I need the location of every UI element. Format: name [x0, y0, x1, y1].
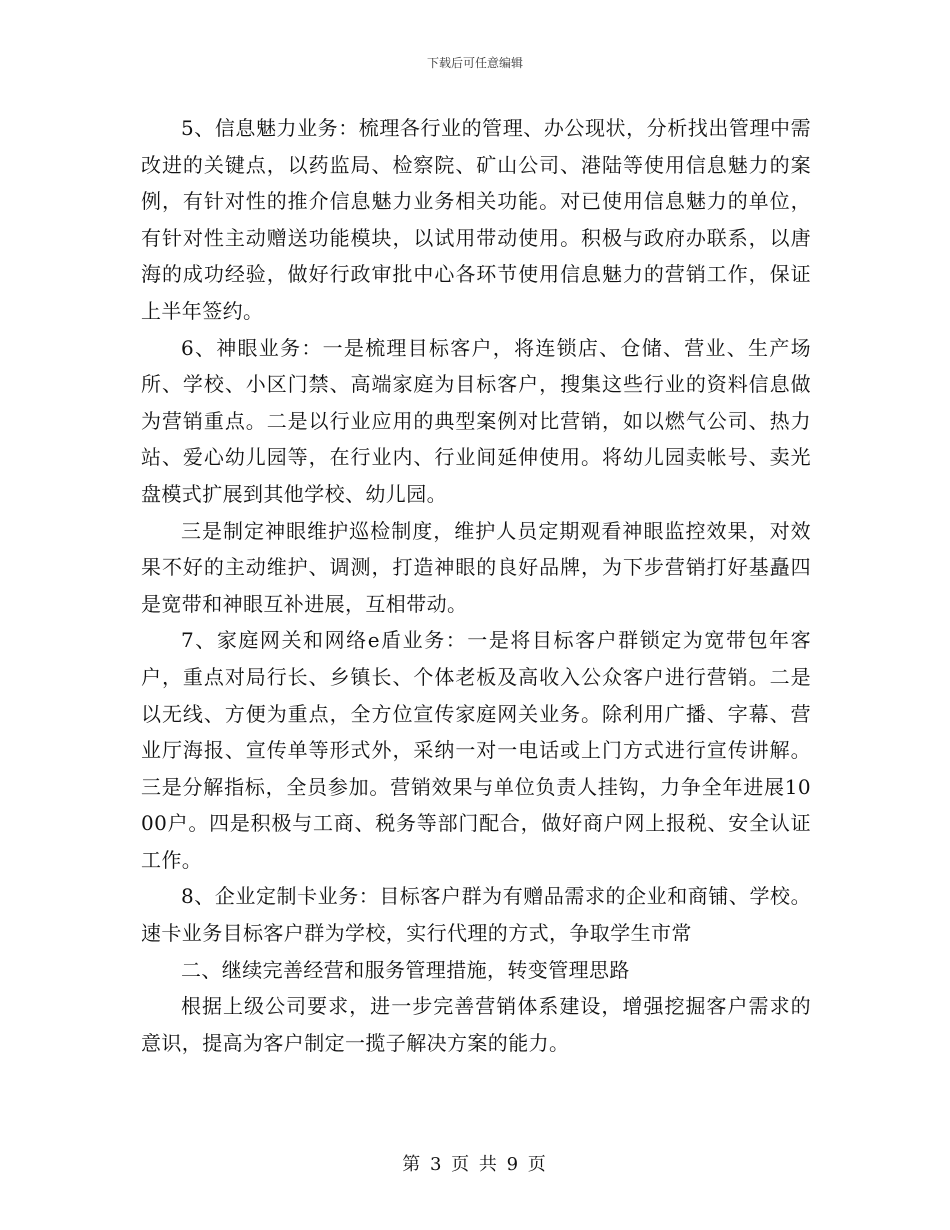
- paragraph-custom-card: 8、企业定制卡业务：目标客户群为有赠品需求的企业和商铺、学校。速卡业务目标客户群为学校，实行代理的方式，争取学生市常: [141, 884, 811, 946]
- page-header-note: 下载后可任意编辑: [426, 56, 523, 70]
- paragraph-shenyan: 6、神眼业务：一是梳理目标客户，将连锁店、仓储、营业、生产场所、学校、小区门禁、高端家庭为目标客户，搜集这些行业的资料信息做为营销重点。二是以行业应用的典型案例对比营销，如以燃气公司、热力站、爱心幼儿园等，在行业内、行业间延伸使用。将幼儿园卖帐号、卖光盘模式扩展到其他学校、幼儿园。: [141, 335, 811, 506]
- paragraph-shenyan-maintenance: 三是制定神眼维护巡检制度，维护人员定期观看神眼监控效果，对效果不好的主动维护、调测，打造神眼的良好品牌，为下步营销打好基矗四是宽带和神眼互补进展，互相带动。: [141, 518, 811, 616]
- paragraph-info-charm: 5、信息魅力业务：梳理各行业的管理、办公现状，分析找出管理中需改进的关键点，以药监局、检察院、矿山公司、港陆等使用信息魅力的案例，有针对性的推介信息魅力业务相关功能。对已使用信息魅力的单位，有针对性主动赠送功能模块，以试用带动使用。积极与政府办联系，以唐海的成功经验，做好行政审批中心各环节使用信息魅力的营销工作，保证上半年签约。: [141, 116, 811, 323]
- paragraph-home-gateway: 7、家庭网关和网络e盾业务：一是将目标客户群锁定为宽带包年客户，重点对局行长、乡镇长、个体老板及高收入公众客户进行营销。二是以无线、方便为重点，全方位宣传家庭网关业务。除利用广播、字幕、营业厅海报、宣传单等形式外，采纳一对一电话或上门方式进行宣传讲解。三是分解指标，全员参加。营销效果与单位负责人挂钩，力争全年进展1000户。四是积极与工商、税务等部门配合，做好商户网上报税、安全认证工作。: [141, 628, 811, 872]
- paragraph-marketing-system: 根据上级公司要求，进一步完善营销体系建设，增强挖掘客户需求的意识，提高为客户制定一揽子解决方案的能力。: [141, 994, 811, 1055]
- section-heading-management: 二、继续完善经营和服务管理措施，转变管理思路: [181, 957, 630, 982]
- document-body: [141, 110, 811, 1061]
- page-number: 第 3 页 共 9 页: [402, 1154, 548, 1175]
